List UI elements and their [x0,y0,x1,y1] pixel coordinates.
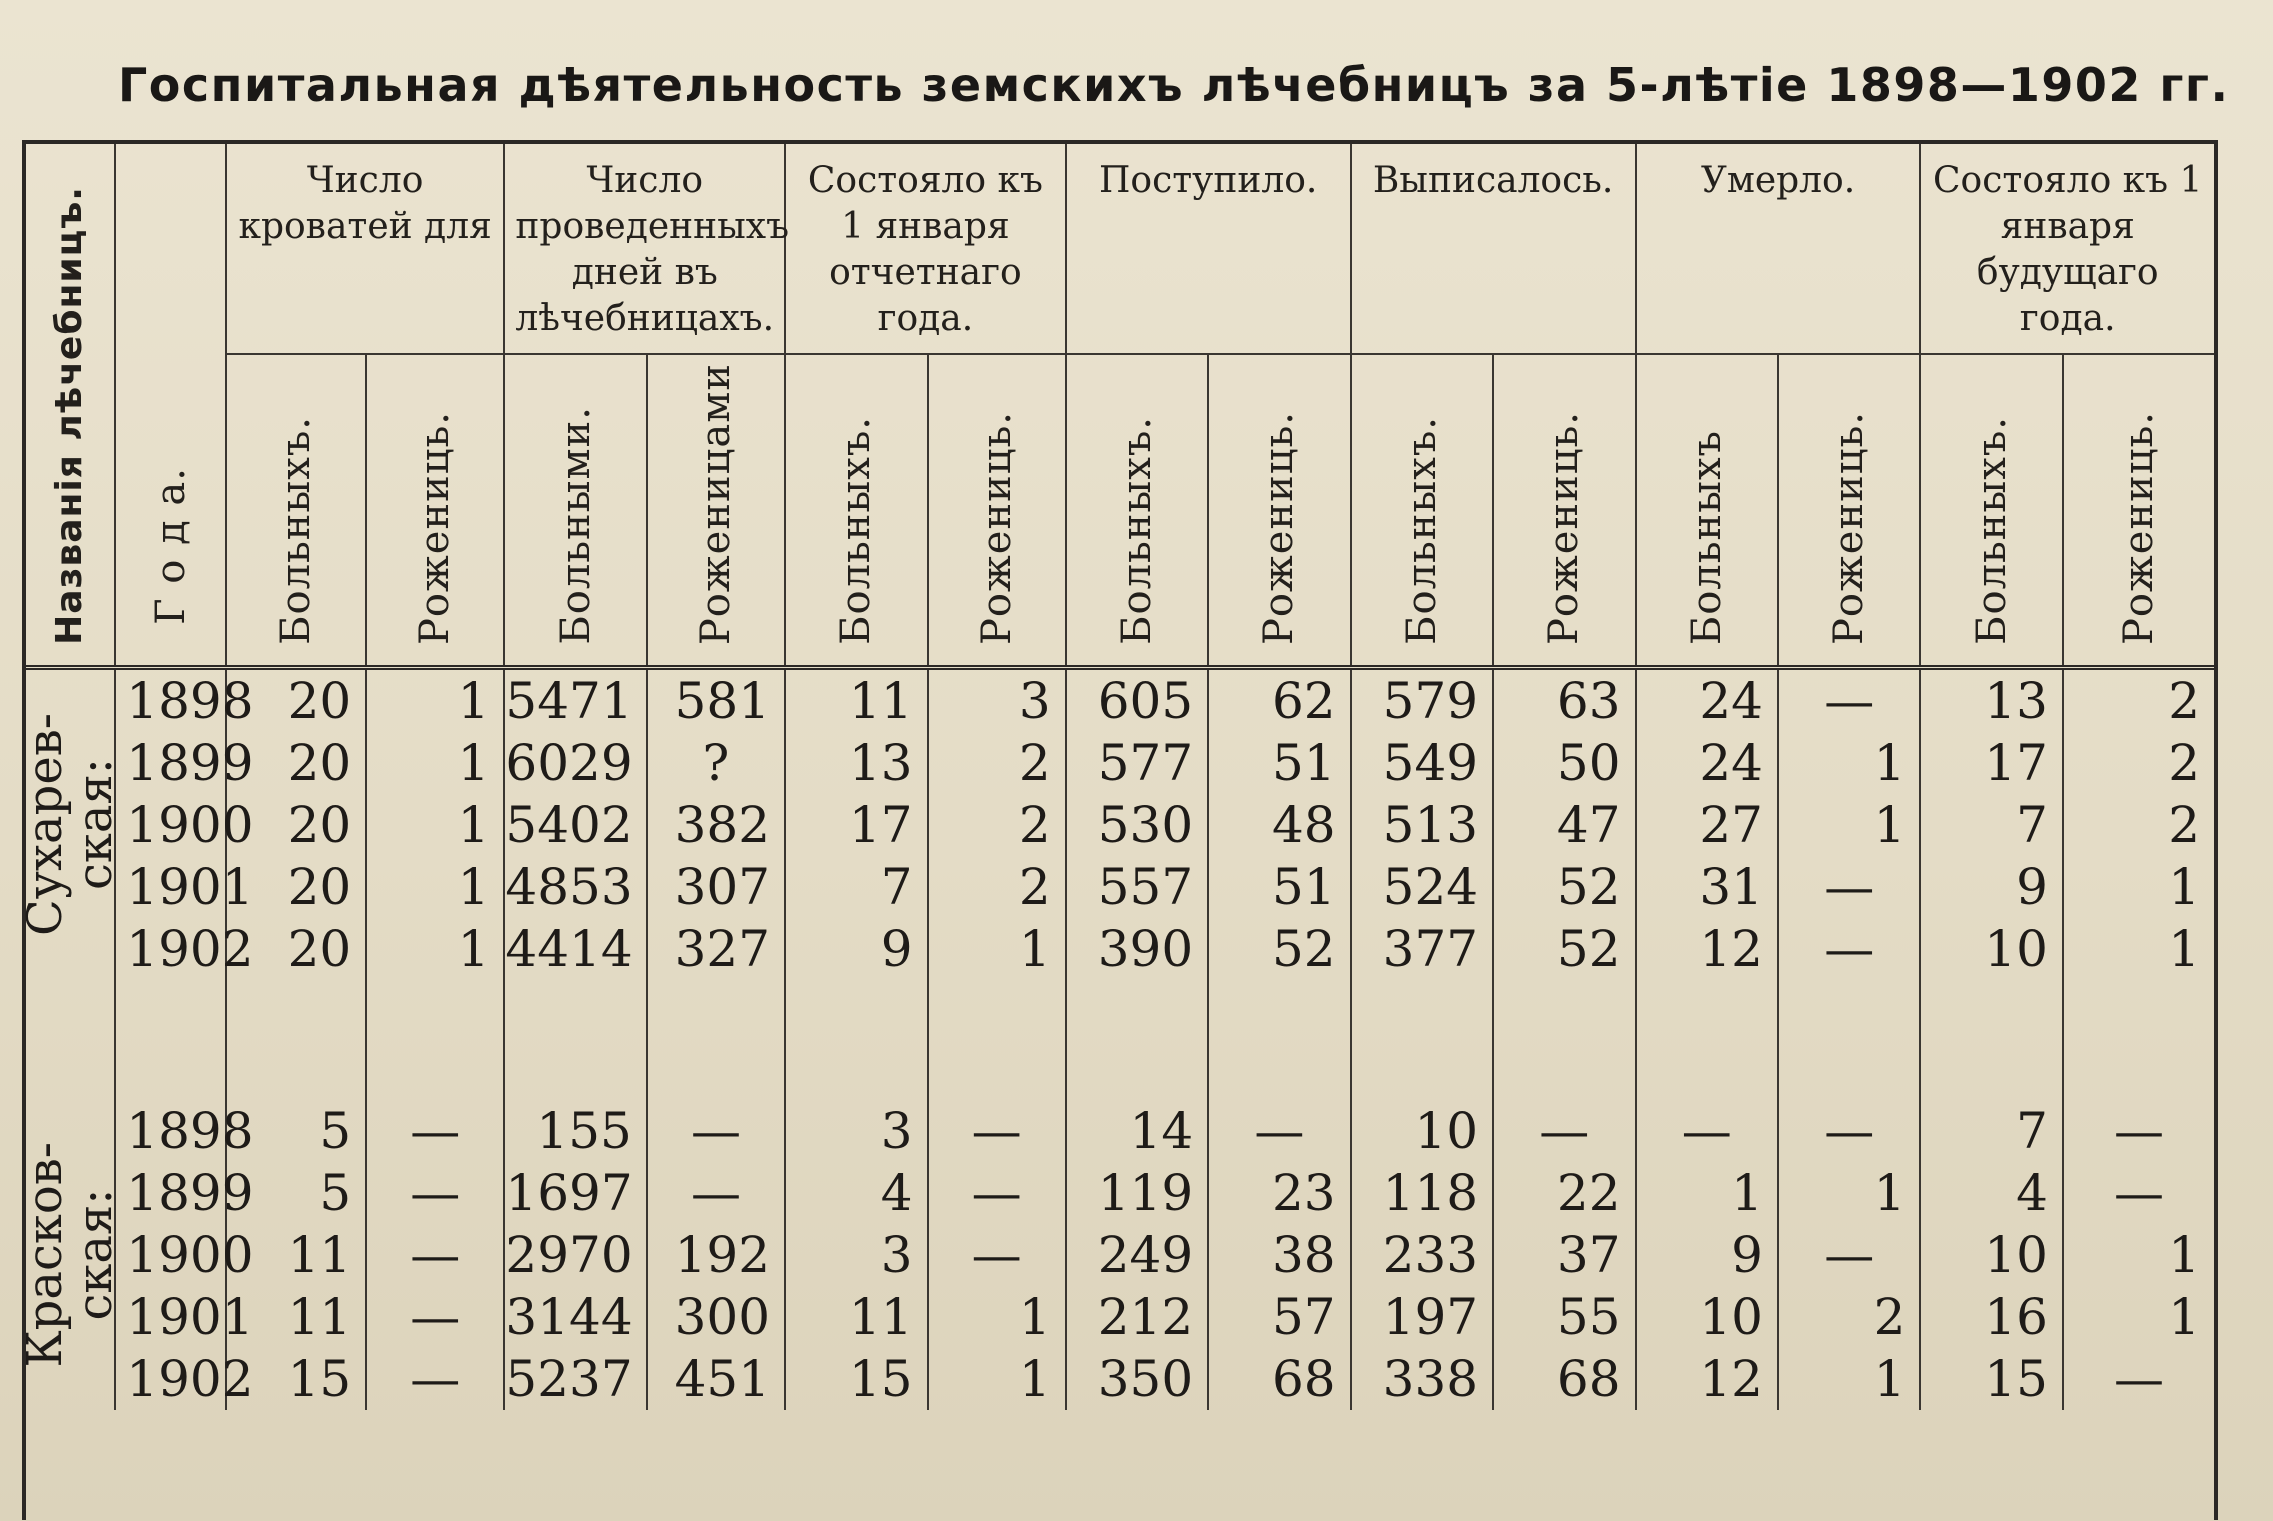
subheader-patients: Больныхъ [1636,354,1778,668]
hospital-statistics-table [17,144,2214,1410]
value-cell: 4 [785,1162,927,1224]
value-cell: 23 [1208,1162,1350,1224]
value-cell: 4 [1920,1162,2062,1224]
value-cell: 1 [1778,732,1920,794]
value-cell: 22 [1493,1162,1635,1224]
value-cell: 13 [1920,670,2062,732]
value-cell: 14 [1066,1100,1208,1162]
subheader-patients: Больныхъ. [785,354,927,668]
value-cell: 9 [1636,1224,1778,1286]
hospital-name-header: Названія лѣчебницъ. [26,144,115,668]
value-cell: 24 [1636,670,1778,732]
value-cell: — [1778,856,1920,918]
value-cell: 12 [1636,918,1778,980]
value-cell: 38 [1208,1224,1350,1286]
value-cell: 52 [1493,856,1635,918]
year-header: Г о д а. [115,144,226,668]
subheader-patients: Больныхъ. [1920,354,2062,668]
value-cell: 1 [928,1348,1066,1410]
subheader-mothers: Рожениць. [1208,354,1350,668]
value-cell: 27 [1636,794,1778,856]
table-row [26,732,2214,794]
value-cell: — [1778,1100,1920,1162]
value-cell: — [2063,1348,2214,1410]
value-cell: 20 [226,918,366,980]
value-cell: 10 [1351,1100,1493,1162]
value-cell: 5471 [504,670,646,732]
value-cell: 20 [226,670,366,732]
table-row [26,1224,2214,1286]
value-cell: 338 [1351,1348,1493,1410]
subheader-mothers: Рожениць. [1778,354,1920,668]
value-cell: 10 [1920,918,2062,980]
value-cell: 581 [647,670,785,732]
value-cell: — [366,1224,504,1286]
year-cell: 1899 [115,1162,226,1224]
value-cell: 68 [1493,1348,1635,1410]
value-cell: 233 [1351,1224,1493,1286]
table-body [17,670,2214,1410]
value-cell: — [928,1100,1066,1162]
value-cell: 249 [1066,1224,1208,1286]
value-cell: 307 [647,856,785,918]
value-cell: — [366,1162,504,1224]
value-cell: 15 [785,1348,927,1410]
year-cell: 1900 [115,794,226,856]
table-row [26,1162,2214,1224]
value-cell: 327 [647,918,785,980]
year-cell: 1901 [115,856,226,918]
value-cell: 3 [928,670,1066,732]
value-cell: 5 [226,1162,366,1224]
value-cell: 7 [1920,1100,2062,1162]
value-cell: 63 [1493,670,1635,732]
value-cell: 2 [2063,732,2214,794]
value-cell: 5237 [504,1348,646,1410]
value-cell: 2 [2063,670,2214,732]
value-cell: 2 [2063,794,2214,856]
value-cell: 20 [226,856,366,918]
subheader-mothers: Рожениць. [366,354,504,668]
value-cell: 12 [1636,1348,1778,1410]
value-cell: — [2063,1162,2214,1224]
value-cell: 300 [647,1286,785,1348]
group-header-end-of-year: Состояло къ 1 января будущаго года. [1920,144,2214,354]
value-cell: 1 [366,794,504,856]
value-cell: — [1636,1100,1778,1162]
value-cell: 155 [504,1100,646,1162]
table-row [26,670,2214,732]
value-cell: 1697 [504,1162,646,1224]
value-cell: 2 [928,794,1066,856]
group-header-died: Умерло. [1636,144,1921,354]
value-cell: 7 [1920,794,2062,856]
value-cell: 1 [2063,918,2214,980]
value-cell: 11 [226,1224,366,1286]
value-cell: 1 [2063,856,2214,918]
value-cell: 11 [785,1286,927,1348]
value-cell: — [647,1100,785,1162]
value-cell: 1 [2063,1224,2214,1286]
value-cell: 1 [928,1286,1066,1348]
value-cell: 1 [366,670,504,732]
value-cell: 6029 [504,732,646,794]
value-cell: 51 [1208,732,1350,794]
subheader-patients: Больныхъ. [1351,354,1493,668]
value-cell: — [366,1348,504,1410]
value-cell: 3 [785,1224,927,1286]
value-cell: 52 [1208,918,1350,980]
value-cell: 119 [1066,1162,1208,1224]
value-cell: 1 [1778,1348,1920,1410]
group-header-start-of-year: Состояло къ 1 января отчетнаго года. [785,144,1066,354]
value-cell: — [1493,1100,1635,1162]
value-cell: 1 [1778,794,1920,856]
value-cell: 9 [785,918,927,980]
statistics-table-frame [17,140,2218,1520]
value-cell: 2 [1778,1286,1920,1348]
value-cell: — [1208,1100,1350,1162]
group-header-beds: Число кроватей для [226,144,505,354]
value-cell: 3144 [504,1286,646,1348]
value-cell: 11 [226,1286,366,1348]
year-cell: 1902 [115,1348,226,1410]
value-cell: 68 [1208,1348,1350,1410]
value-cell: — [366,1100,504,1162]
value-cell: 20 [226,794,366,856]
subheader-patients: Больными. [504,354,646,668]
value-cell: 1 [366,918,504,980]
value-cell: 15 [226,1348,366,1410]
year-cell: 1898 [115,670,226,732]
value-cell: 57 [1208,1286,1350,1348]
value-cell: 10 [1920,1224,2062,1286]
value-cell: 577 [1066,732,1208,794]
value-cell: — [647,1162,785,1224]
year-cell: 1902 [115,918,226,980]
value-cell: 5 [226,1100,366,1162]
value-cell: 1 [928,918,1066,980]
value-cell: 1 [366,732,504,794]
value-cell: 11 [785,670,927,732]
subheader-mothers: Роженицами [647,354,785,668]
value-cell: 390 [1066,918,1208,980]
table-row [26,1286,2214,1348]
value-cell: — [928,1224,1066,1286]
value-cell: 17 [785,794,927,856]
value-cell: 4853 [504,856,646,918]
value-cell: — [1778,670,1920,732]
hospital-name: Красков- ская: [17,1142,124,1368]
table-row [26,1100,2214,1162]
value-cell: 62 [1208,670,1350,732]
value-cell: 48 [1208,794,1350,856]
value-cell: 55 [1493,1286,1635,1348]
subheader-patients: Больныхъ. [1066,354,1208,668]
subheader-mothers: Рожениць. [2063,354,2214,668]
value-cell: 3 [785,1100,927,1162]
value-cell: — [366,1286,504,1348]
value-cell: — [1778,918,1920,980]
table-row [26,794,2214,856]
value-cell: 350 [1066,1348,1208,1410]
group-header-days: Число проведенныхъ дней въ лѣчебницахъ. [504,144,785,354]
value-cell: 118 [1351,1162,1493,1224]
table-title: Госпитальная дѣятельность земскихъ лѣчебницъ за 5-лѣтіе 1898—1902 гг. [118,58,2230,112]
value-cell: 2 [928,732,1066,794]
subheader-mothers: Рожениць. [928,354,1066,668]
value-cell: 1 [2063,1286,2214,1348]
value-cell: 50 [1493,732,1635,794]
value-cell: 192 [647,1224,785,1286]
subheader-patients: Больныхъ. [226,354,366,668]
value-cell: 557 [1066,856,1208,918]
value-cell: 51 [1208,856,1350,918]
year-cell: 1899 [115,732,226,794]
value-cell: 1 [1636,1162,1778,1224]
table-row [26,856,2214,918]
value-cell: 1 [1778,1162,1920,1224]
value-cell: ? [647,732,785,794]
value-cell: 530 [1066,794,1208,856]
year-cell: 1900 [115,1224,226,1286]
value-cell: 382 [647,794,785,856]
table-row [26,1348,2214,1410]
value-cell: 9 [1920,856,2062,918]
value-cell: 524 [1351,856,1493,918]
group-header-admitted: Поступило. [1066,144,1351,354]
value-cell: 16 [1920,1286,2062,1348]
hospital-name: Сухарев- ская: [17,713,124,937]
value-cell: 212 [1066,1286,1208,1348]
value-cell: 579 [1351,670,1493,732]
value-cell: 513 [1351,794,1493,856]
value-cell: 451 [647,1348,785,1410]
value-cell: 20 [226,732,366,794]
value-cell: 197 [1351,1286,1493,1348]
value-cell: 31 [1636,856,1778,918]
value-cell: 17 [1920,732,2062,794]
value-cell: — [928,1162,1066,1224]
value-cell: 24 [1636,732,1778,794]
value-cell: 2 [928,856,1066,918]
value-cell: 37 [1493,1224,1635,1286]
value-cell: — [2063,1100,2214,1162]
value-cell: — [1778,1224,1920,1286]
value-cell: 377 [1351,918,1493,980]
year-cell: 1901 [115,1286,226,1348]
year-cell: 1898 [115,1100,226,1162]
value-cell: 52 [1493,918,1635,980]
value-cell: 47 [1493,794,1635,856]
table-row [26,918,2214,980]
value-cell: 2970 [504,1224,646,1286]
value-cell: 605 [1066,670,1208,732]
value-cell: 4414 [504,918,646,980]
value-cell: 1 [366,856,504,918]
value-cell: 5402 [504,794,646,856]
value-cell: 10 [1636,1286,1778,1348]
subheader-mothers: Рожениць. [1493,354,1635,668]
group-header-discharged: Выписалось. [1351,144,1636,354]
value-cell: 13 [785,732,927,794]
value-cell: 549 [1351,732,1493,794]
value-cell: 7 [785,856,927,918]
value-cell: 15 [1920,1348,2062,1410]
